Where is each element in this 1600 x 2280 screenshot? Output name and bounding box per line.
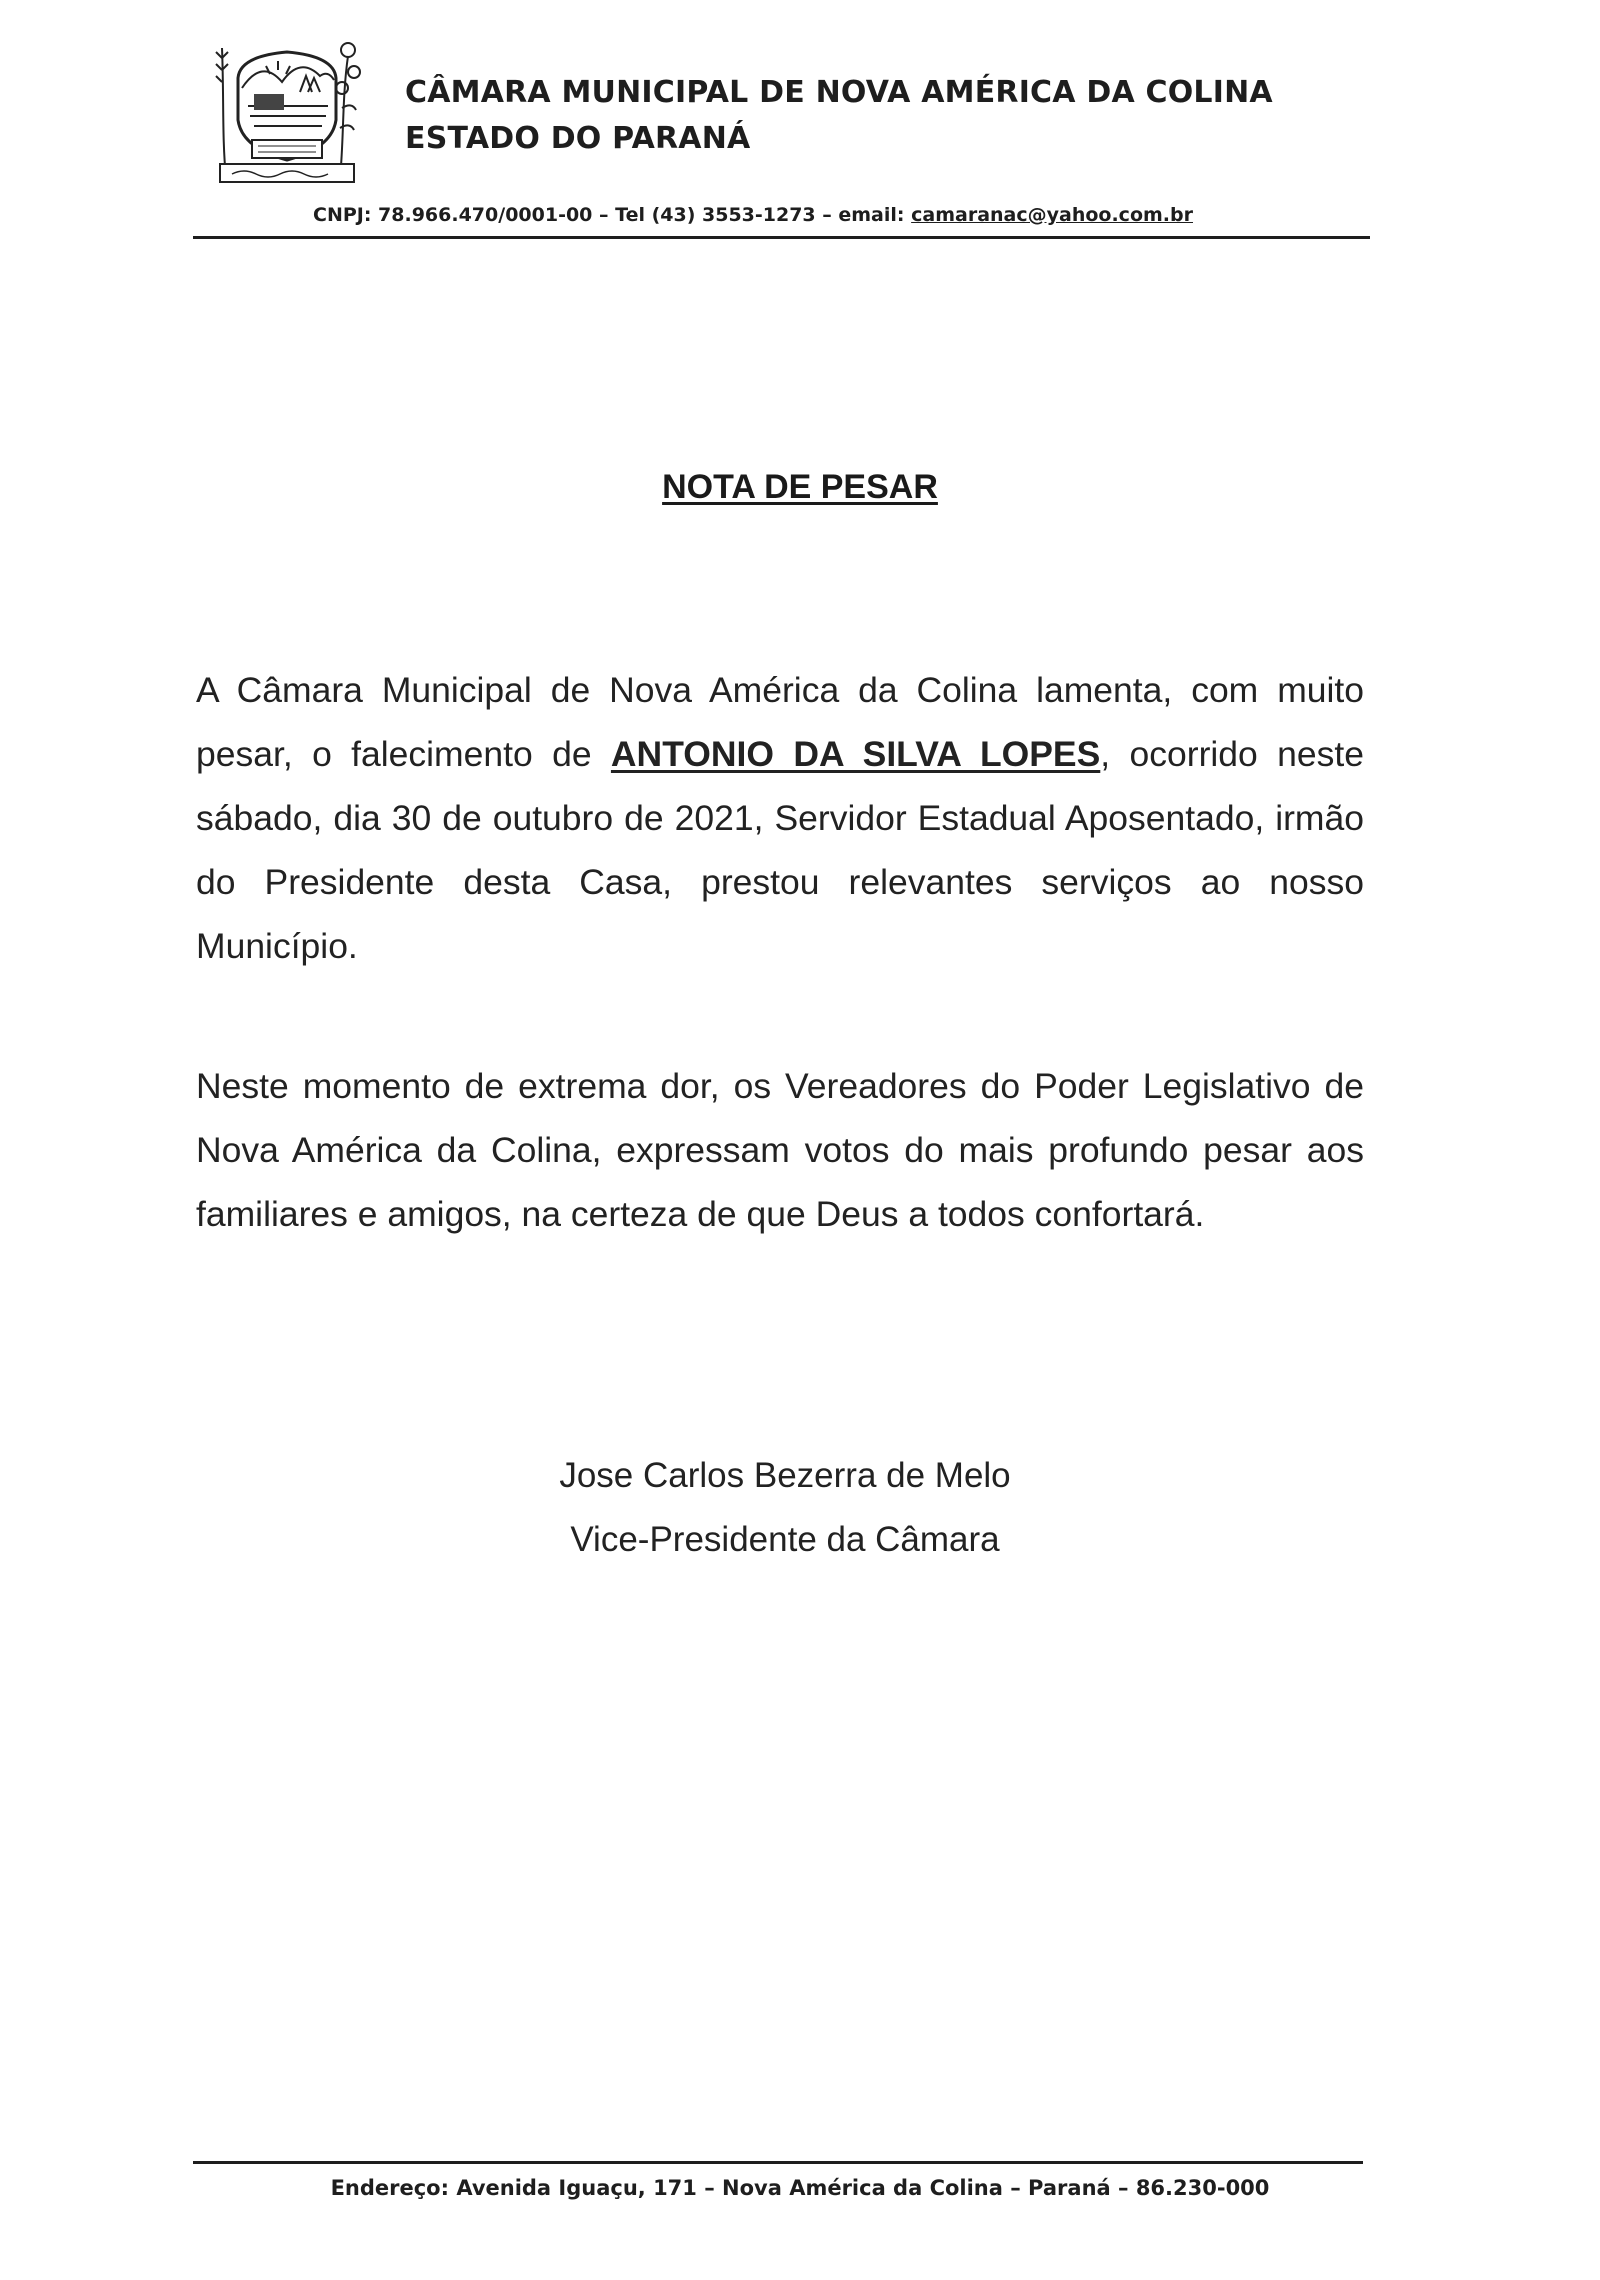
email-link[interactable]: camaranac@yahoo.com.br: [911, 204, 1193, 226]
paragraph-sympathy: Neste momento de extrema dor, os Vereadores do Poder Legislativo de Nova América da Colina, expressam votos do mais profundo pesar aos familiares e amigos, na certeza de que Deus a todos confortará.: [196, 1066, 1364, 1234]
signatory-role: Vice-Presidente da Câmara: [570, 1520, 1000, 1559]
paragraph1-intro: A Câmara Municipal de Nova América da Colina lamenta, com muito pesar, o falecimento de: [196, 670, 1364, 774]
paragraph1-rest: , ocorrido neste sábado, dia 30 de outubro de 2021, Servidor Estadual Aposentado, irmão do Presidente desta Casa, prestou relevantes serviços ao nosso Município.: [196, 734, 1364, 966]
state-name: ESTADO DO PARANÁ: [405, 121, 751, 156]
paragraph-condolence: [196, 658, 1364, 978]
institution-name: CÂMARA MUNICIPAL DE NOVA AMÉRICA DA COLINA: [405, 75, 1273, 110]
footer-divider: [193, 2161, 1363, 2164]
footer-address: Endereço: Avenida Iguaçu, 171 – Nova América da Colina – Paraná – 86.230-000: [330, 2176, 1270, 2200]
header-divider: [193, 236, 1370, 239]
contact-info: CNPJ: 78.966.470/0001-00 – Tel (43) 3553-1273 – email:: [313, 204, 912, 226]
document-title: NOTA DE PESAR: [662, 468, 938, 506]
signatory-name: Jose Carlos Bezerra de Melo: [559, 1456, 1011, 1495]
deceased-name: ANTONIO DA SILVA LOPES: [610, 734, 1101, 774]
municipal-coat-of-arms-icon: [212, 28, 362, 188]
contact-line: [313, 204, 1193, 226]
header-title-block: [405, 70, 1273, 162]
